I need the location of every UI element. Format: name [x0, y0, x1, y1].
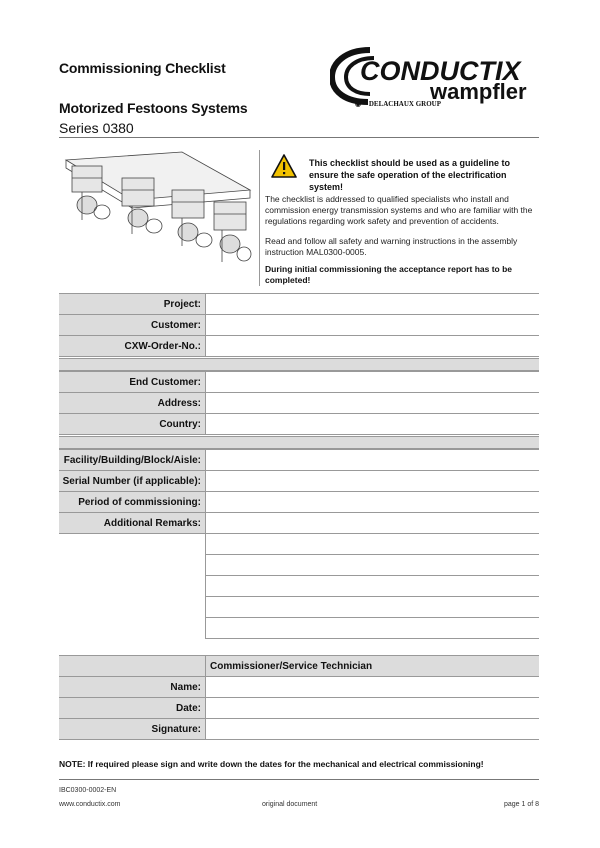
serial-number-label: Serial Number (if applicable): — [59, 471, 206, 492]
facility-field[interactable] — [206, 450, 540, 471]
table-row — [59, 294, 539, 315]
country-field[interactable] — [206, 414, 540, 435]
facility-table — [59, 449, 539, 639]
table-row — [59, 315, 539, 336]
commissioning-note: NOTE: If required please sign and write down the dates for the mechanical and electrical commissioning! — [59, 759, 484, 769]
table-row — [59, 576, 539, 597]
serial-number-field[interactable] — [206, 471, 540, 492]
delachaux-mark-icon: ◉ — [355, 100, 362, 108]
signature-table — [59, 655, 539, 740]
warning-triangle-icon — [271, 154, 297, 178]
date-label: Date: — [59, 698, 206, 719]
customer-field[interactable] — [206, 315, 540, 336]
period-field[interactable] — [206, 492, 540, 513]
table-row — [59, 414, 539, 435]
document-title: Commissioning Checklist — [59, 60, 226, 76]
period-label: Period of commissioning: — [59, 492, 206, 513]
series-label: Series 0380 — [59, 120, 134, 136]
header-divider — [59, 137, 539, 138]
order-number-field[interactable] — [206, 336, 540, 357]
signature-field[interactable] — [206, 719, 540, 740]
remarks-line[interactable] — [206, 555, 540, 576]
document-subtitle: Motorized Festoons Systems — [59, 100, 248, 116]
footer-divider — [59, 779, 539, 780]
project-label: Project: — [59, 294, 206, 315]
logo-group: DELACHAUX GROUP — [368, 100, 441, 108]
intro-divider — [259, 150, 260, 286]
table-row — [59, 555, 539, 576]
table-row — [59, 492, 539, 513]
date-field[interactable] — [206, 698, 540, 719]
end-customer-label: End Customer: — [59, 372, 206, 393]
table-row — [59, 698, 539, 719]
customer-label: Customer: — [59, 315, 206, 336]
remarks-field[interactable] — [206, 513, 540, 534]
original-document-label: original document — [262, 801, 318, 808]
document-id: IBC0300-0002-EN — [59, 787, 117, 794]
warning-heading: This checklist should be used as a guideline to ensure the safe operation of the electrification system! — [309, 158, 511, 192]
section-spacer — [59, 436, 539, 449]
intro-paragraph-1: The checklist is addressed to qualified specialists who install and commission energy transmission systems and who are familiar with the regulations regarding work safety and prevention of accidents. — [265, 194, 533, 226]
website-link[interactable]: www.conductix.com — [59, 801, 121, 808]
facility-label: Facility/Building/Block/Aisle: — [59, 450, 206, 471]
table-row — [59, 618, 539, 639]
end-customer-table — [59, 371, 539, 435]
table-row — [59, 336, 539, 357]
remarks-line[interactable] — [206, 576, 540, 597]
remarks-line[interactable] — [206, 534, 540, 555]
address-field[interactable] — [206, 393, 540, 414]
logo-brand-bottom: wampfler — [430, 79, 527, 104]
end-customer-field[interactable] — [206, 372, 540, 393]
table-row — [59, 450, 539, 471]
project-info-table — [59, 293, 539, 357]
table-row — [59, 393, 539, 414]
intro-paragraph-3: During initial commissioning the acceptance report has to be completed! — [265, 264, 513, 285]
signature-label: Signature: — [59, 719, 206, 740]
logo-brand-top: CONDUCTIX — [360, 56, 521, 86]
table-row — [59, 513, 539, 534]
country-label: Country: — [59, 414, 206, 435]
page-number: page 1 of 8 — [503, 801, 539, 808]
table-row — [59, 471, 539, 492]
table-row — [59, 677, 539, 698]
order-number-label: CXW-Order-No.: — [59, 336, 206, 357]
table-row — [59, 372, 539, 393]
table-row — [59, 656, 539, 677]
section-spacer — [59, 358, 539, 371]
table-row — [59, 719, 539, 740]
remarks-label: Additional Remarks: — [59, 513, 206, 534]
remarks-line[interactable] — [206, 597, 540, 618]
project-field[interactable] — [206, 294, 540, 315]
name-label: Name: — [59, 677, 206, 698]
commissioner-heading: Commissioner/Service Technician — [206, 656, 540, 677]
festoon-trolley-illustration — [62, 150, 252, 275]
table-row — [59, 534, 539, 555]
remarks-line[interactable] — [206, 618, 540, 639]
name-field[interactable] — [206, 677, 540, 698]
intro-paragraph-2: Read and follow all safety and warning instructions in the assembly instruction MAL0300-0005. — [265, 236, 518, 257]
table-row — [59, 597, 539, 618]
address-label: Address: — [59, 393, 206, 414]
